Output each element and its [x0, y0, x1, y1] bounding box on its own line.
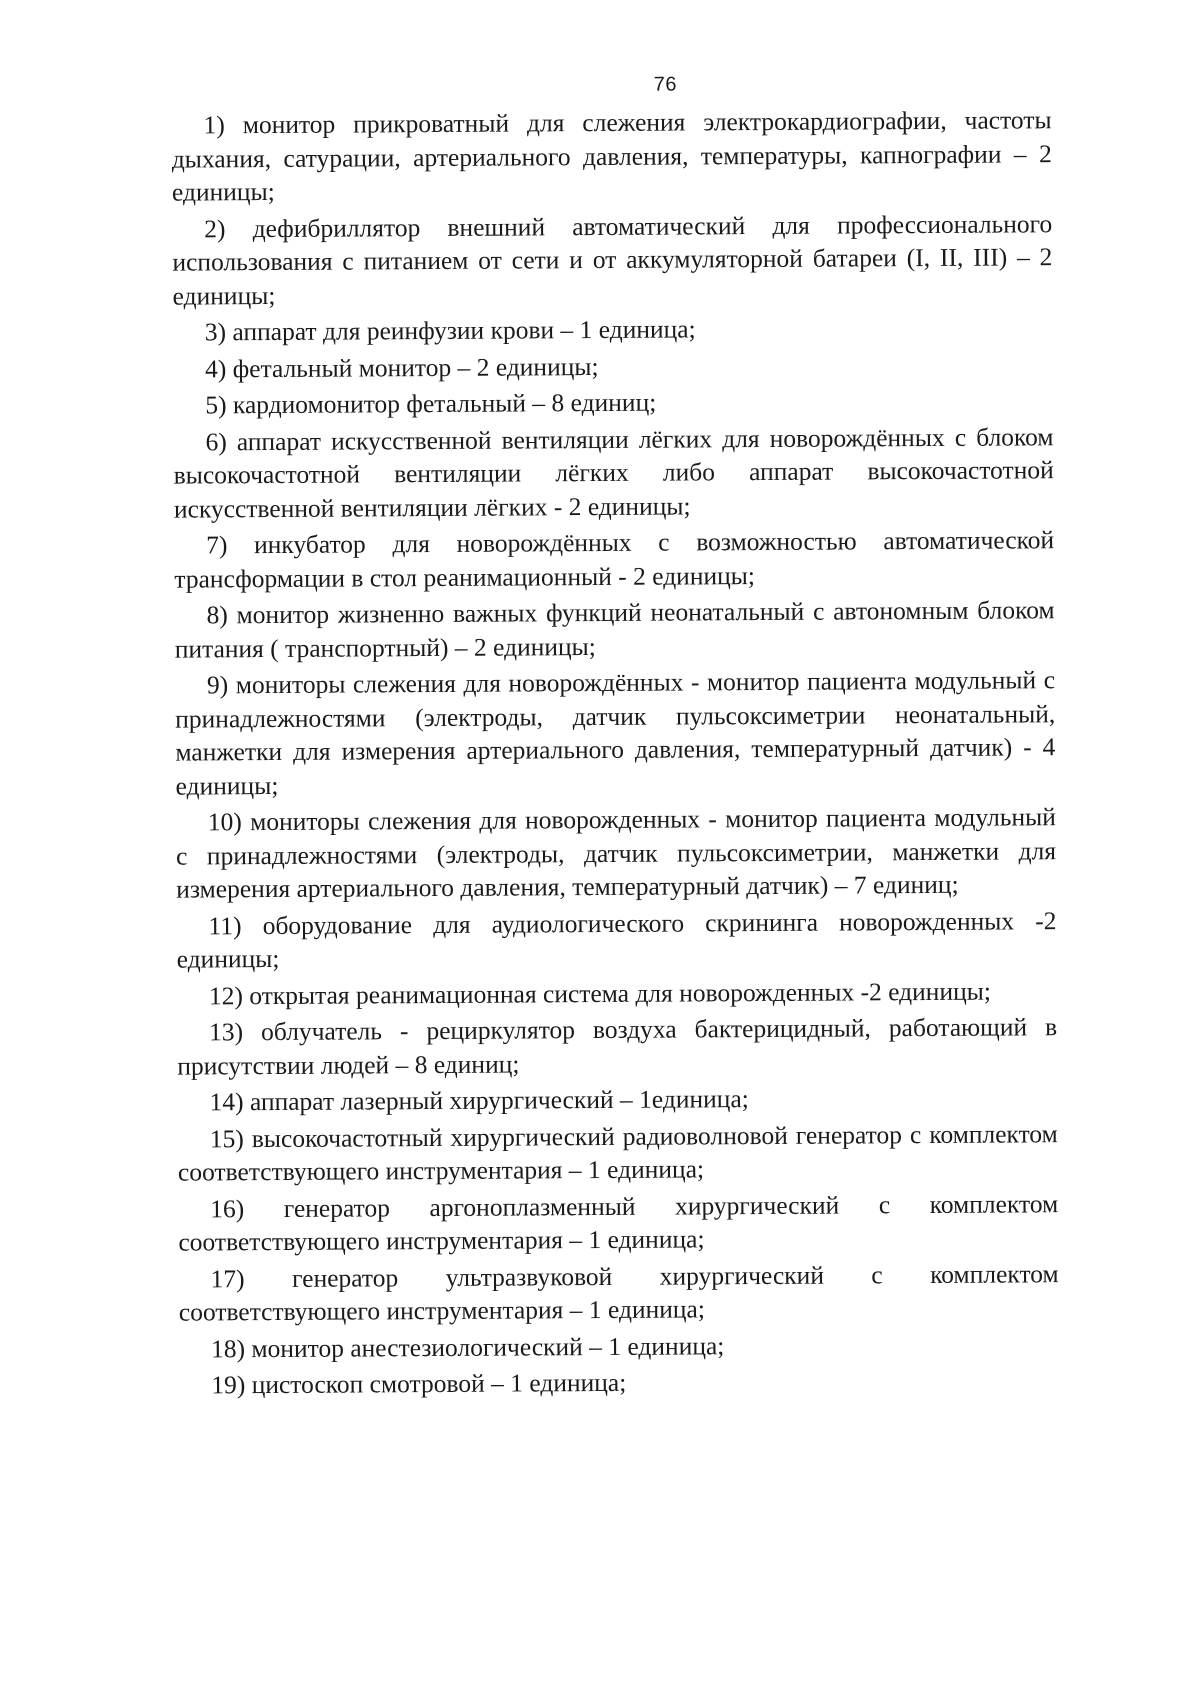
- list-item: 1) монитор прикроватный для слежения электрокардиографии, частоты дыхания, сатурации, артериального давления, температуры, капнографии – 2 единицы;: [171, 105, 1052, 207]
- list-item: 9) мониторы слежения для новорождённых - монитор пациента модульный с принадлежностями (электроды, датчик пульсоксиметрии неонатальный, манжетки для измерения артериального давления, температурный датчик) - 4 единицы;: [175, 665, 1056, 801]
- list-item: 6) аппарат искусственной вентиляции лёгких для новорождённых с блоком высокочастотной вентиляции лёгких либо аппарат высокочастотной искусственной вентиляции лёгких - 2 единицы;: [173, 421, 1054, 524]
- list-item: 11) оборудование для аудиологического скрининга новорожденных -2 единицы;: [176, 905, 1057, 974]
- list-item: 17) генератор ультразвуковой хирургический с комплектом соответствующего инструментария – 1 единица;: [178, 1258, 1059, 1327]
- list-item: 14) аппарат лазерный хирургический – 1единица;: [209, 1084, 749, 1117]
- list-item: 12) открытая реанимационная система для новорожденных -2 единицы;: [208, 976, 991, 1010]
- list-item: 15) высокочастотный хирургический радиоволновой генератор с комплектом соответствующего инструментария – 1 единица;: [177, 1118, 1058, 1187]
- list-item: 7) инкубатор для новорождённых с возможностью автоматической трансформации в стол реанимационный - 2 единицы;: [174, 525, 1055, 594]
- list-item: 3) аппарат для реинфузии крови – 1 единица;: [204, 314, 696, 347]
- list-item: 18) монитор анестезиологический – 1 единица;: [210, 1330, 725, 1363]
- list-item: 5) кардиомонитор фетальный – 8 единиц;: [205, 387, 657, 420]
- list-item: 2) дефибриллятор внешний автоматический для профессионального использования с питанием от сети и от аккумуляторной батареи (I, II, III) – 2 единицы;: [172, 208, 1053, 311]
- list-item: 16) генератор аргоноплазменный хирургический с комплектом соответствующего инструментария – 1 единица;: [178, 1188, 1059, 1257]
- list-item: 10) мониторы слежения для новорожденных - монитор пациента модульный с принадлежностями (электроды, датчик пульсоксиметрии, манжетки для измерения артериального давления, температурный датчик) – 7 единиц;: [175, 802, 1057, 904]
- page-number: 76: [653, 73, 678, 96]
- list-item: 19) цистоскоп смотровой – 1 единица;: [211, 1367, 627, 1400]
- list-item: 8) монитор жизненно важных функций неонатальный с автономным блоком питания ( транспортный) – 2 единицы;: [174, 595, 1055, 664]
- list-item: 4) фетальный монитор – 2 единицы;: [204, 351, 599, 383]
- equipment-list: [171, 103, 1059, 1405]
- list-item: 13) облучатель - рециркулятор воздуха бактерицидный, работающий в присутствии людей – 8 единиц;: [177, 1012, 1058, 1081]
